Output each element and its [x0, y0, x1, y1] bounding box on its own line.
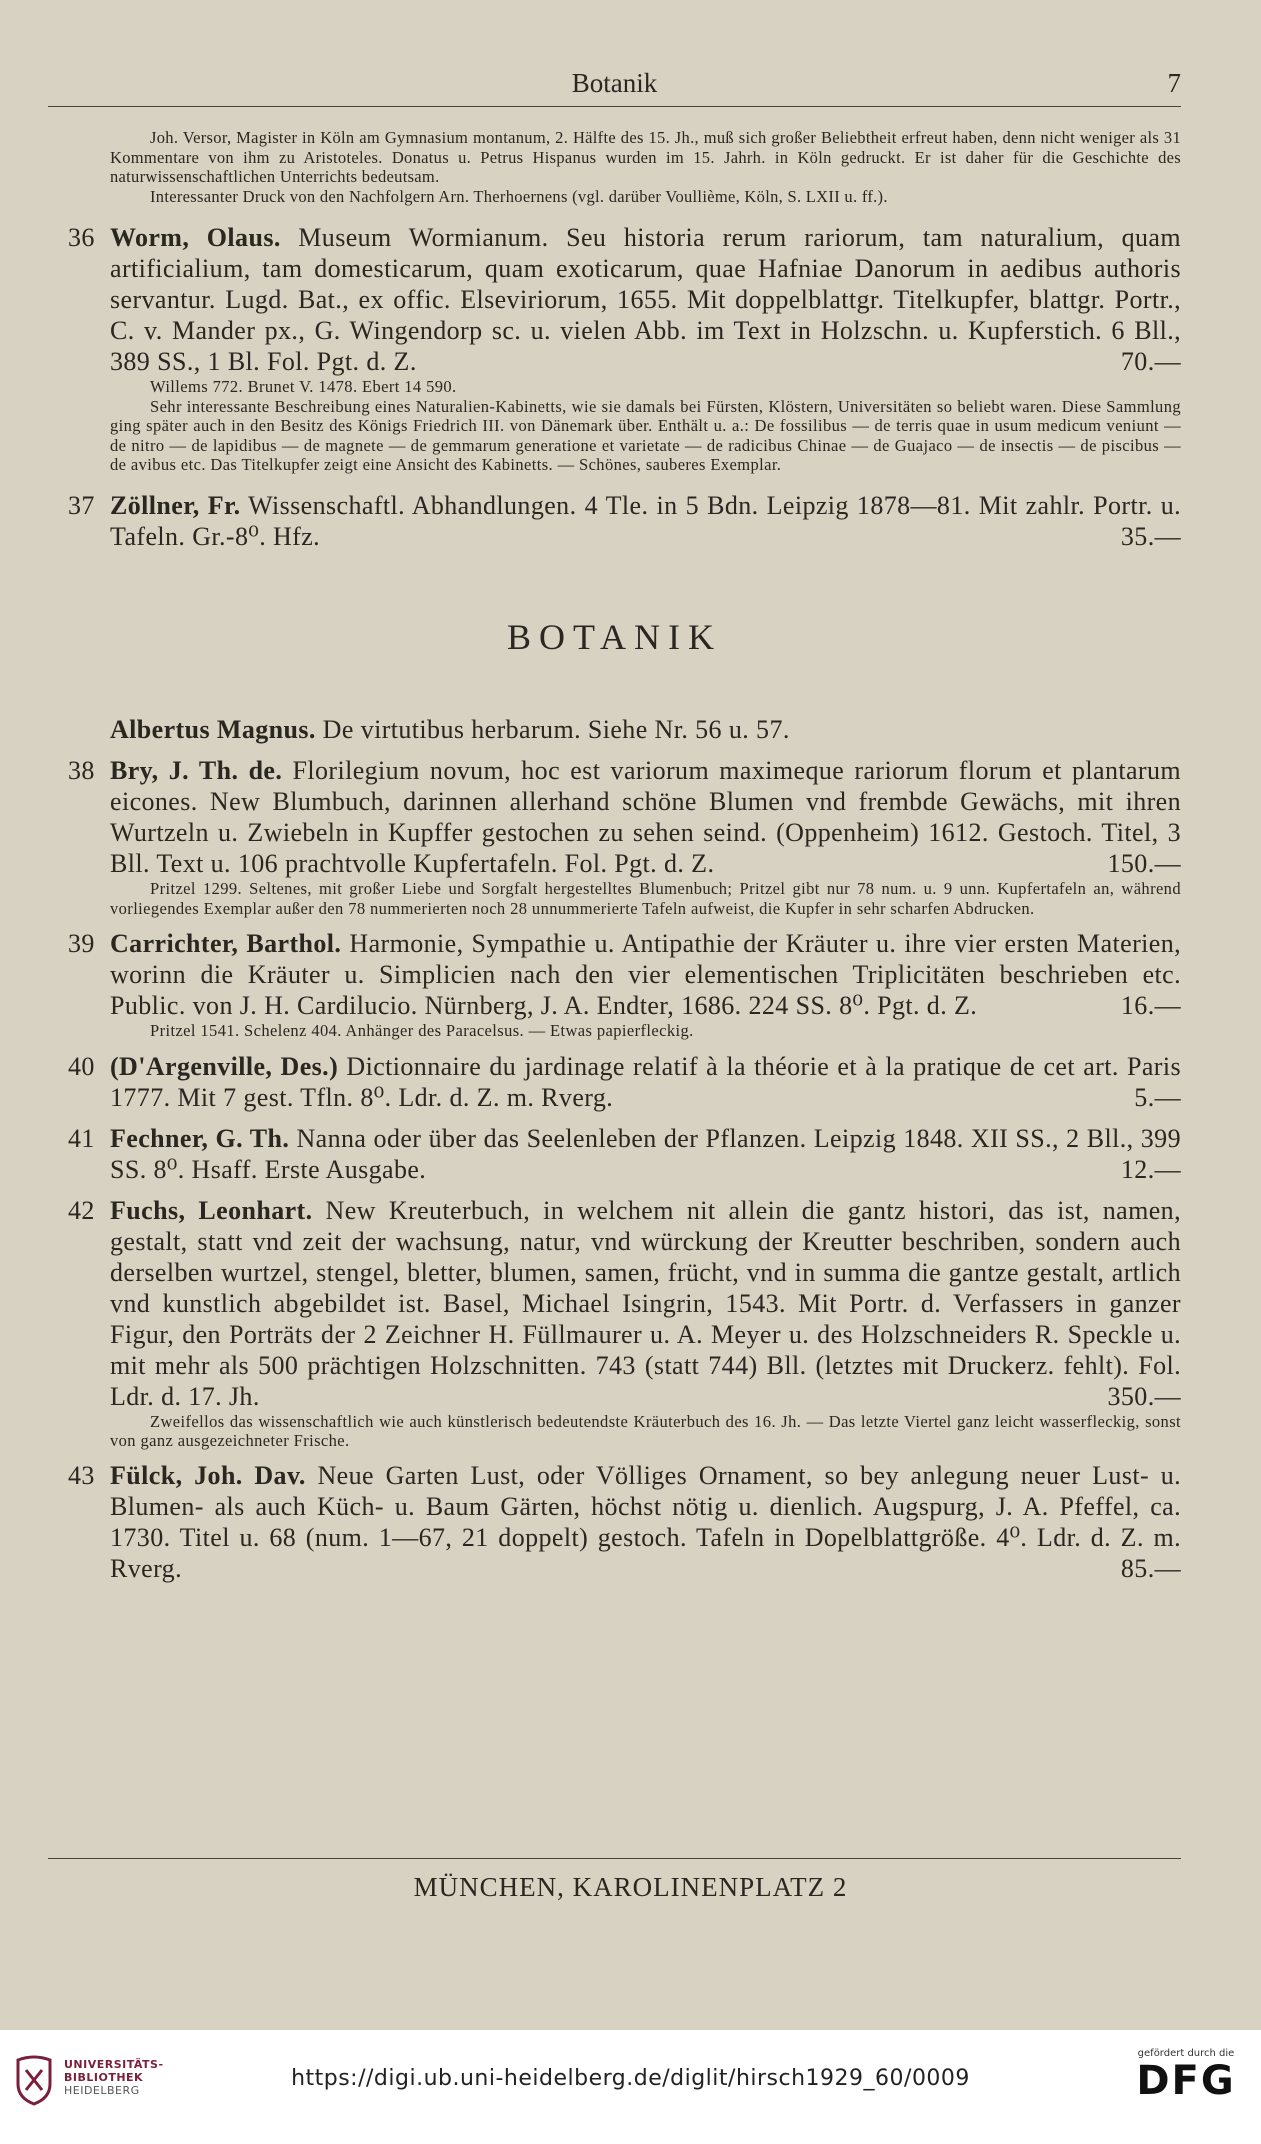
entry-text: Wissenschaftl. Abhandlungen. 4 Tle. in 5 Bdn. Leipzig 1878—81. Mit zahlr. Portr. u. Tafeln. Gr.-8⁰. Hfz. — [110, 491, 1181, 552]
intro-note — [48, 128, 1181, 206]
catalog-entry-37 — [48, 490, 1181, 552]
entry-description: Zweifellos das wissenschaftlich wie auch künstlerisch bedeutendste Kräuterbuch des 16. Jh. — Das letzte Viertel ganz leicht wasserfleckig, sonst von ganz ausgezeichneter Frische. — [110, 1411, 1181, 1451]
entry-text: Nanna oder über das Seelenleben der Pflanzen. Leipzig 1848. XII SS., 2 Bll., 399 SS. 8⁰. Hsaff. Erste Ausgabe. — [110, 1123, 1181, 1184]
catalog-entry-42 — [48, 1195, 1181, 1412]
entry-text: Neue Garten Lust, oder Völliges Ornament, so bey anlegung neuer Lust- u. Blumen- als auch Küch- u. Baum Gärten, höchst nötig u. dienlich. Augspurg, J. A. Pfeffel, ca. 1730. Titel u. 68 (num. 1—67, 21 doppelt) gestoch. Tafeln in Dopelblattgröße. 4⁰. Ldr. d. Z. m. Rverg. — [110, 1461, 1181, 1584]
entry-price: 35.— — [1120, 522, 1181, 552]
permalink-url[interactable]: https://digi.ub.uni-heidelberg.de/diglit/hirsch1929_60/0009 — [291, 2066, 970, 2091]
entry-description: Sehr interessante Beschreibung eines Naturalien-Kabinetts, wie sie damals bei Fürsten, Klöstern, Universitäten so beliebt waren. Diese Sammlung ging später auch in den Besitz des Königs Friedrich III. von Dänemark über. Enthält u. a.: De fossilibus — de terris quae in usum medicum veniunt — de nitro — de lapidibus — de magnete — de gemmarum generatione et varietate — de radicibus Chinae — de Guajaco — de insectis — de piscibus — de avibus etc. Das Titelkupfer zeigt eine Ansicht des Kabinetts. — Schönes, sauberes Exemplar. — [110, 396, 1181, 474]
viewer-bottom-bar — [0, 2030, 1261, 2144]
entry-price: 16.— — [1120, 991, 1181, 1021]
entry-text: Dictionnaire du jardinage relatif à la théorie et à la pratique de cet art. Paris 1777. Mit 7 gest. Tfln. 8⁰. Ldr. d. Z. m. Rverg. — [110, 1051, 1182, 1112]
entry-number: 40 — [68, 1051, 95, 1081]
funded-by-label: gefördert durch die — [1137, 2048, 1235, 2059]
entry-author: Fülck, Joh. Dav. — [110, 1461, 306, 1491]
entry-reference: Willems 772. Brunet V. 1478. Ebert 14 590. — [150, 377, 457, 397]
entry-price: 12.— — [1120, 1154, 1181, 1184]
entry-note — [48, 879, 1181, 918]
entry-price: 85.— — [1120, 1554, 1181, 1584]
intro-note-paragraph: Interessanter Druck von den Nachfolgern Arn. Therhoernens (vgl. darüber Voullième, Köln, S. LXII u. ff.). — [150, 186, 888, 206]
entry-text: Florilegium novum, hoc est variorum maximeque rariorum florum et plantarum eicones. New Blumbuch, darinnen allerhand schöne Blumen vnd frembde Gewächs, mit ihren Wurtzeln u. Zwiebeln in Kupffer gestochen zu sehen seind. (Oppenheim) 1612. Gestoch. Titel, 3 Bll. Text u. 106 prachtvolle Kupfertafeln. Fol. Pgt. d. Z. — [110, 756, 1182, 879]
entry-author: Zöllner, Fr. — [110, 491, 241, 521]
entry-text: De virtutibus herbarum. Siehe Nr. 56 u. 57. — [322, 715, 790, 745]
entry-author: Carrichter, Barthol. — [110, 929, 342, 959]
entry-price: 350.— — [1107, 1381, 1181, 1411]
page-footer: MÜNCHEN, KAROLINENPLATZ 2 — [413, 1872, 848, 1902]
running-title: Botanik — [571, 68, 658, 98]
entry-author: Bry, J. Th. de. — [110, 756, 283, 786]
entry-number: 37 — [68, 491, 95, 521]
entry-text: New Kreuterbuch, in welchem nit allein die gantz histori, das ist, namen, gestalt, statt vnd zeit der wachsung, natur, vnd würckung der Kreutter beschriben, sondern auch derselben wurtzel, stengel, bletter, blumen, samen, frücht, vnd in summa die gantze gestalt, artlich vnd kunstlich abgebildet ist. Basel, Michael Isingrin, 1543. Mit Portr. d. Verfassers in ganzer Figur, den Porträts der 2 Zeichner H. Füllmaurer u. A. Meyer u. des Holzschneiders R. Speckle u. mit mehr als 500 prächtigen Holzschnitten. 743 (statt 744) Bll. (letztes mit Druckerz. fehlt). Fol. Ldr. d. 17. Jh. — [110, 1195, 1181, 1411]
entry-author: Albertus Magnus. — [110, 715, 316, 745]
entry-author: Fuchs, Leonhart. — [110, 1195, 313, 1225]
entry-description: Pritzel 1299. Seltenes, mit großer Liebe und Sorgfalt hergestelltes Blumenbuch; Pritzel gibt nur 78 num. u. 9 unn. Kupfertafeln an, während vorliegendes Exemplar außer den 78 nummerierten noch 28 unnummerierte Tafeln aufweist, die Kupfer in sehr scharfen Abdrucken. — [110, 879, 1181, 918]
entry-note — [48, 1412, 1181, 1451]
catalog-entry-39 — [48, 928, 1181, 1021]
page-number: 7 — [1167, 68, 1181, 98]
library-line: UNIVERSITÄTS- — [64, 2058, 164, 2071]
entry-note — [48, 1021, 1181, 1040]
catalog-entry-43 — [48, 1460, 1181, 1584]
entry-note — [48, 377, 1181, 474]
dfg-logo — [1131, 2048, 1241, 2103]
entry-author: (D'Argenville, Des.) — [110, 1051, 339, 1081]
entry-author: Fechner, G. Th. — [110, 1123, 290, 1153]
intro-note-paragraph: Joh. Versor, Magister in Köln am Gymnasium montanum, 2. Hälfte des 15. Jh., muß sich großer Beliebtheit erfreut haben, denn nicht weniger als 31 Kommentare von ihm zu Aristoteles. Donatus u. Petrus Hispanus wurden im 15. Jahrh. in Köln gedruckt. Er ist daher für die Geschichte des naturwissenschaftlichen Unterrichts bedeutsam. — [110, 128, 1181, 187]
catalog-entry-41 — [48, 1123, 1181, 1185]
entry-number: 38 — [68, 756, 95, 786]
catalog-entry-36 — [48, 222, 1181, 377]
entry-text: Harmonie, Sympathie u. Antipathie der Kräuter u. ihre vier ersten Materien, worinn die Kräuter u. Simplicien nach den vier elementischen Triplicitäten beschrieben etc. Public. von J. H. Cardilucio. Nürnberg, J. A. Endter, 1686. 224 SS. 8⁰. Pgt. d. Z. — [110, 929, 1182, 1021]
entry-text: Museum Wormianum. Seu historia rerum rariorum, tam naturalium, quam artificialium, tam domesticarum, quam exoticarum, quae Hafniae Danorum in aedibus authoris servantur. Lugd. Bat., ex offic. Elseviriorum, 1655. Mit doppelblattgr. Titelkupfer, blattgr. Portr., C. v. Mander px., G. Wingendorp sc. u. vielen Abb. im Text in Holzschn. u. Kupferstich. 6 Bll., 389 SS., 1 Bl. Fol. Pgt. d. Z. — [110, 223, 1181, 377]
entry-author: Worm, Olaus. — [110, 223, 281, 253]
running-header — [48, 66, 1181, 107]
entry-number: 36 — [68, 223, 95, 253]
entry-number: 43 — [68, 1461, 95, 1491]
library-line: BIBLIOTHEK — [64, 2071, 144, 2084]
footer-rule — [48, 1858, 1181, 1859]
entry-number: 39 — [68, 929, 95, 959]
page-body — [48, 128, 1181, 1584]
catalog-entry-40 — [48, 1051, 1181, 1113]
cross-reference — [48, 714, 1181, 745]
entry-price: 5.— — [1134, 1082, 1181, 1112]
entry-price: 150.— — [1107, 849, 1181, 879]
section-heading: BOTANIK — [506, 617, 723, 658]
entry-price: 70.— — [1120, 347, 1181, 377]
library-line: HEIDELBERG — [64, 2084, 140, 2097]
dfg-wordmark: DFG — [1136, 2058, 1236, 2104]
entry-number: 41 — [68, 1123, 95, 1153]
entry-number: 42 — [68, 1195, 95, 1225]
catalog-entry-38 — [48, 755, 1181, 879]
entry-description: Pritzel 1541. Schelenz 404. Anhänger des Paracelsus. — Etwas papierfleckig. — [150, 1021, 694, 1041]
